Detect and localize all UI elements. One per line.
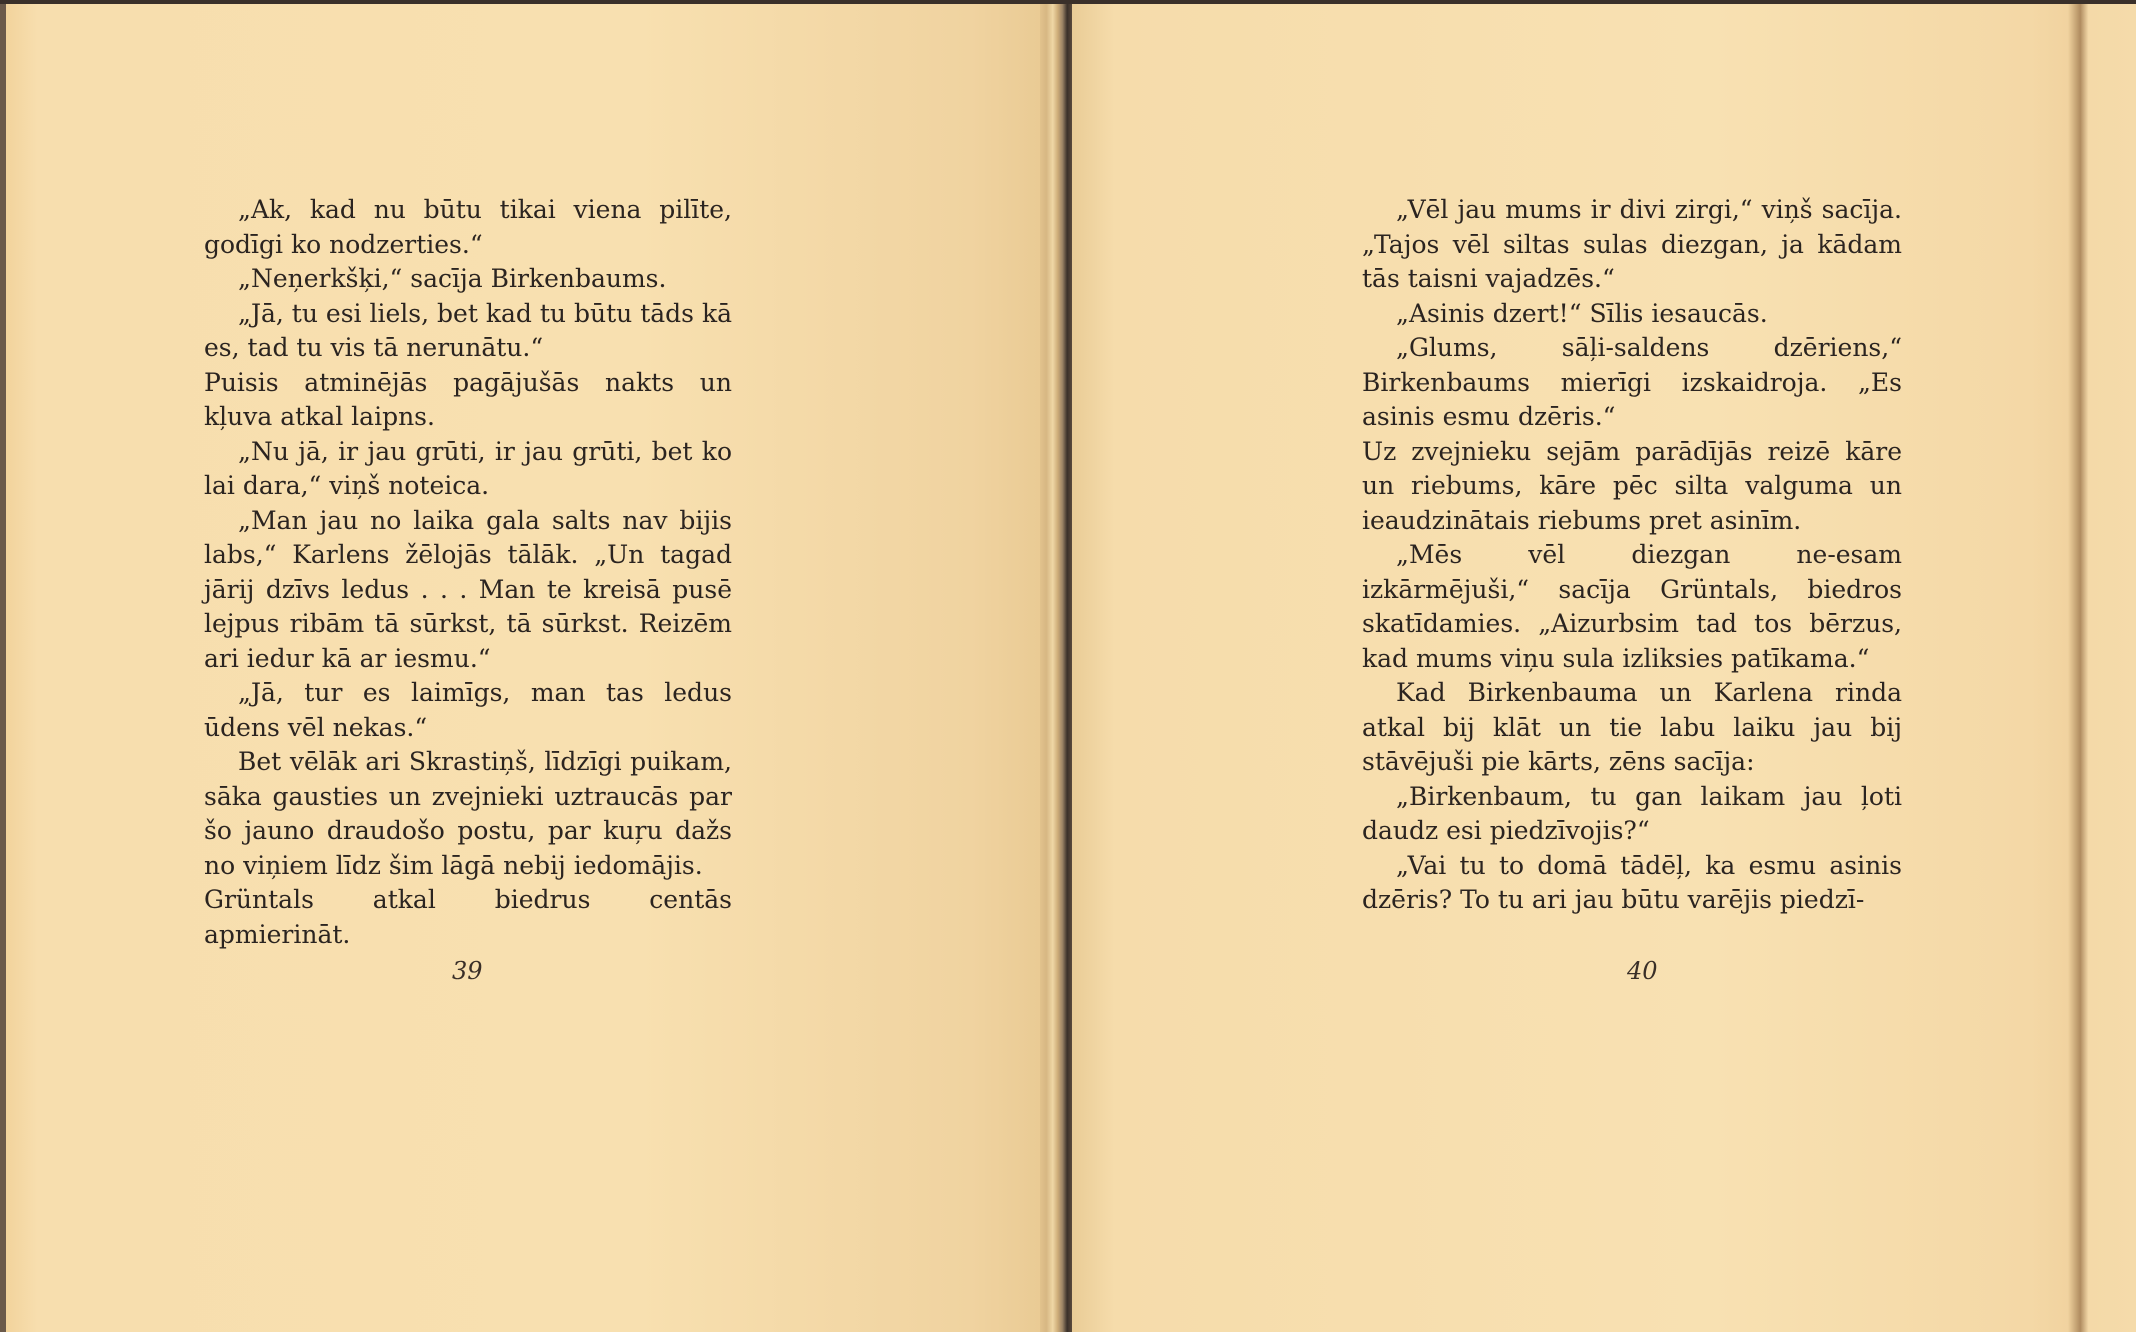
paragraph: „Man jau no laika gala salts nav bijis labs,“ Karlens žēlojās tālāk. „Un tagad jārij dzīvs ledus . . . Man te kreisā pusē lejpus ribām tā sūrkst, tā sūrkst. Reizēm ari iedur kā ar iesmu.“	[204, 505, 732, 673]
paragraph: „Asinis dzert!“ Sīlis iesaucās.	[1396, 298, 1768, 328]
book-gutter	[1040, 0, 1072, 1332]
paragraph: „Nu jā, ir jau grūti, ir jau grūti, bet ko lai dara,“ viņš noteica.	[204, 436, 732, 500]
paragraph: Uz zvejnieku sejām parādījās reizē kāre un riebums, kāre pēc silta valguma un ieaudzinātais riebums pret asinīm.	[1362, 436, 1902, 535]
paragraph: Grüntals atkal biedrus centās apmierināt.	[204, 885, 732, 949]
paragraph: „Jā, tur es laimīgs, man tas ledus ūdens vēl nekas.“	[204, 678, 732, 742]
top-edge	[0, 0, 2136, 4]
paragraph: Kad Birkenbauma un Karlena rinda atkal bij klāt un tie labu laiku jau bij stāvējuši pie kārts, zēns sacīja:	[1362, 678, 1902, 776]
paragraph: „Glums, sāļi-saldens dzēriens,“ Birkenbaums mierīgi izskaidroja. „Es asinis esmu dzēris.“	[1362, 333, 1902, 431]
paragraph: „Mēs vēl diezgan ne-esam izkārmējuši,“ sacīja Grüntals, biedros skatīdamies. „Aizurbsim tad tos bērzus, kad mums viņu sula izliksies patīkama.“	[1362, 540, 1902, 673]
paragraph: „Ak, kad nu būtu tikai viena pilīte, godīgi ko nodzerties.“	[204, 195, 732, 259]
left-page-text	[204, 193, 732, 952]
paragraph: „Jā, tu esi liels, bet kad tu būtu tāds kā es, tad tu vis tā nerunātu.“	[204, 298, 732, 362]
paragraph: Bet vēlāk ari Skrastiņš, līdzīgi puikam, sāka gausties un zvejnieki uztraucās par šo jauno draudošo postu, par kuŗu dažs no viņiem līdz šim lāgā nebij iedomājis.	[204, 747, 732, 880]
paragraph: „Neņerkšķi,“ sacīja Birkenbaums.	[238, 264, 667, 293]
paragraph: Puisis atminējās pagājušās nakts un kļuva atkal laipns.	[204, 367, 732, 431]
paragraph: „Vai tu to domā tādēļ, ka esmu asinis dzēris? To tu ari jau būtu varējis piedzī-	[1362, 850, 1902, 914]
right-page	[1072, 0, 2136, 1332]
paragraph: „Vēl jau mums ir divi zirgi,“ viņš sacīja. „Tajos vēl siltas sulas diezgan, ja kādam tās taisni vajadzēs.“	[1362, 195, 1902, 293]
page-edge	[2068, 0, 2136, 1332]
paragraph: „Birkenbaum, tu gan laikam jau ļoti daudz esi piedzīvojis?“	[1362, 781, 1902, 845]
page-number: 40	[1627, 957, 1658, 985]
page-number: 39	[452, 957, 483, 985]
left-page	[0, 0, 1055, 1332]
right-page-text	[1362, 193, 1902, 918]
